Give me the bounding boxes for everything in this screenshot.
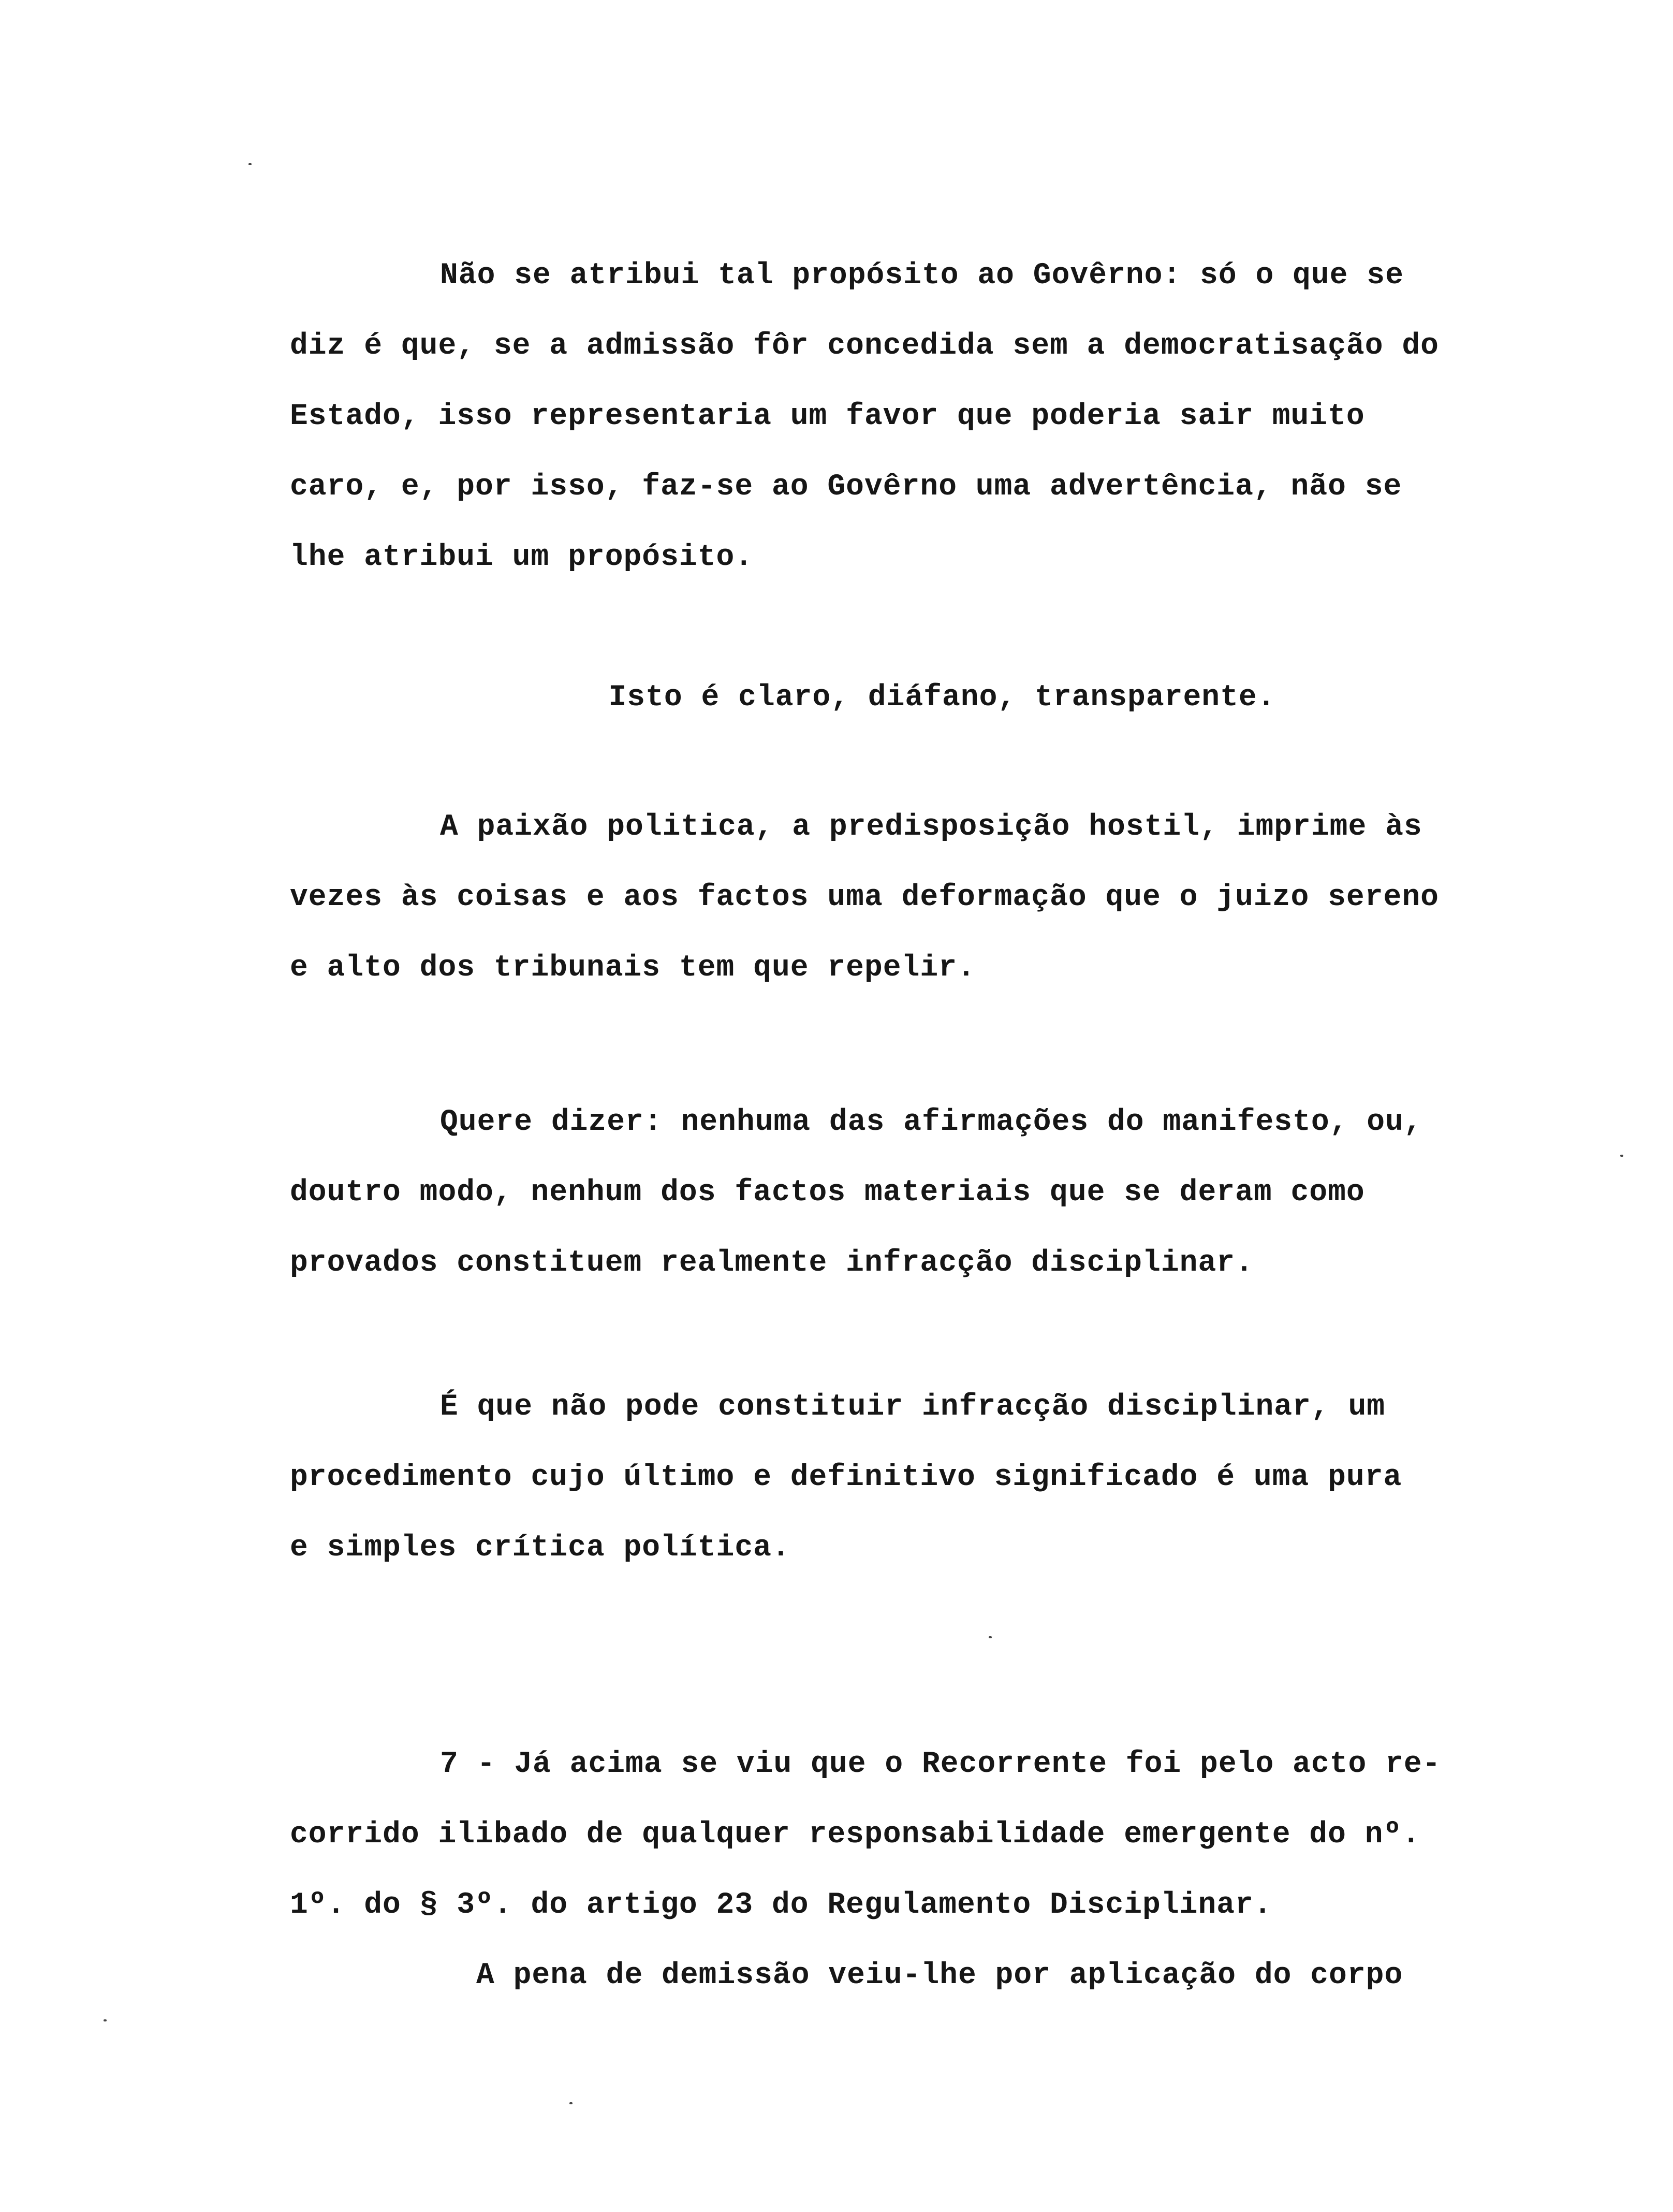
text-line: provados constituem realmente infracção disciplinar. — [290, 1246, 1254, 1280]
paragraph-3 — [290, 792, 1594, 1003]
scan-speck — [989, 1636, 992, 1638]
scan-speck — [104, 2019, 107, 2021]
text-line: Não se atribui tal propósito ao Govêrno: só o que se — [440, 259, 1404, 293]
text-line: 1º. do § 3º. do artigo 23 do Regulamento Disciplinar. — [290, 1888, 1272, 1922]
paragraph-4 — [290, 1087, 1594, 1299]
paragraph-5 — [290, 1372, 1594, 1583]
scan-speck — [569, 2102, 573, 2104]
text-line: doutro modo, nenhum dos factos materiais que se deram como — [290, 1176, 1365, 1210]
paragraph-6 — [290, 1729, 1594, 2011]
scan-speck — [248, 163, 252, 165]
paragraph-2 — [290, 663, 1594, 733]
text-line: caro, e, por isso, faz-se ao Govêrno uma advertência, não se — [290, 470, 1402, 504]
text-line: procedimento cujo último e definitivo significado é uma pura — [290, 1461, 1402, 1494]
text-line: É que não pode constituir infracção disciplinar, um — [440, 1390, 1386, 1424]
text-line: e alto dos tribunais tem que repelir. — [290, 951, 976, 985]
text-line: diz é que, se a admissão fôr concedida sem a democratisação do — [290, 329, 1439, 363]
text-line: corrido ilibado de qualquer responsabilidade emergente do nº. — [290, 1818, 1421, 1852]
text-line: A paixão politica, a predisposição hostil, imprime às — [440, 810, 1422, 844]
text-line: e simples crítica política. — [290, 1531, 790, 1565]
scan-speck — [1620, 1155, 1623, 1157]
text-line: 7 - Já acima se viu que o Recorrente foi pelo acto re- — [440, 1748, 1441, 1781]
paragraph-1 — [290, 241, 1594, 593]
text-line: A pena de demissão veiu-lhe por aplicação do corpo — [476, 1959, 1403, 1992]
text-line: Estado, isso representaria um favor que poderia sair muito — [290, 400, 1365, 433]
text-line: lhe atribui um propósito. — [290, 541, 754, 574]
text-line: Quere dizer: nenhuma das afirmações do manifesto, ou, — [440, 1105, 1422, 1139]
text-line: Isto é claro, diáfano, transparente. — [608, 681, 1276, 715]
text-line: vezes às coisas e aos factos uma deformação que o juizo sereno — [290, 881, 1439, 914]
